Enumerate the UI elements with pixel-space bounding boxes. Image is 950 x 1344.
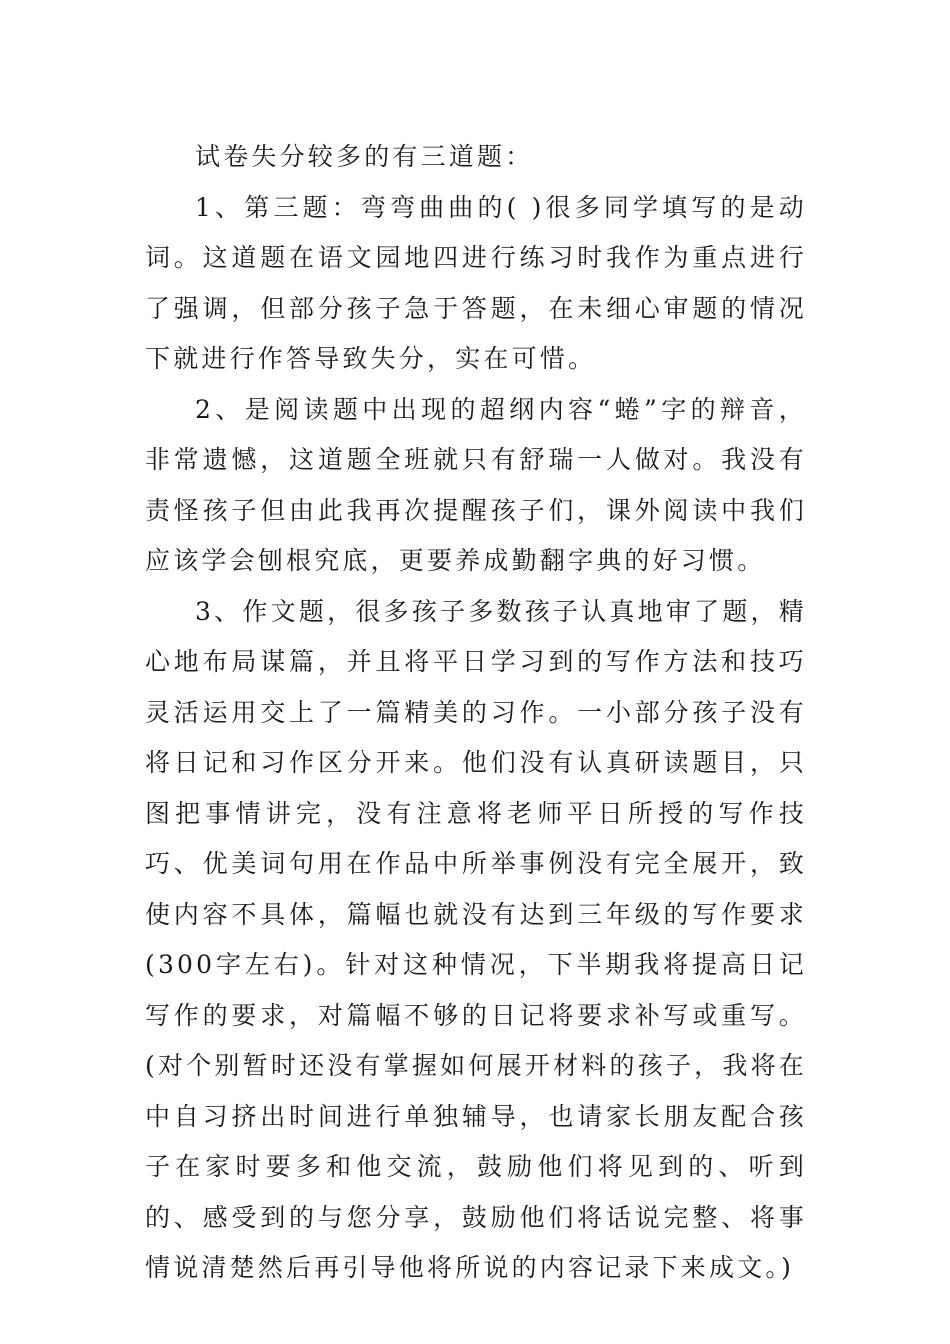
point-2-paragraph: 2、是阅读题中出现的超纲内容“蜷”字的辩音，非常遗憾，这道题全班就只有舒瑞一人做对。我没有责怪孩子但由此我再次提醒孩子们，课外阅读中我们应该学会刨根究底，更要养成勤翻字典的好习惯。 xyxy=(145,394,807,575)
intro-paragraph: 试卷失分较多的有三道题： xyxy=(195,142,534,171)
point-3-paragraph: 3、作文题，很多孩子多数孩子认真地审了题，精心地布局谋篇，并且将平日学习到的写作方法和技巧灵活运用交上了一篇精美的习作。一小部分孩子没有将日记和习作区分开来。他们没有认真研读题目，只图把事情讲完，没有注意将老师平日所授的写作技巧、优美词句用在作品中所举事例没有完全展开，致使内容不具体，篇幅也就没有达到三年级的写作要求(300字左右)。针对这种情况，下半期我将提高日记写作的要求，对篇幅不够的日记将要求补写或重写。(对个别暂时还没有掌握如何展开材料的孩子，我将在中自习挤出时间进行单独辅导，也请家长朋友配合孩子在家时要多和他交流，鼓励他们将见到的、听到的、感受到的与您分享，鼓励他们将话说完整、将事情说清楚然后再引导他将所说的内容记录下来成文。) xyxy=(145,596,807,1282)
point-1-paragraph: 1、第三题：弯弯曲曲的( )很多同学填写的是动词。这道题在语文园地四进行练习时我作为重点进行了强调，但部分孩子急于答题，在未细心审题的情况下就进行作答导致失分，实在可惜。 xyxy=(145,192,807,373)
document-body xyxy=(145,132,807,1294)
